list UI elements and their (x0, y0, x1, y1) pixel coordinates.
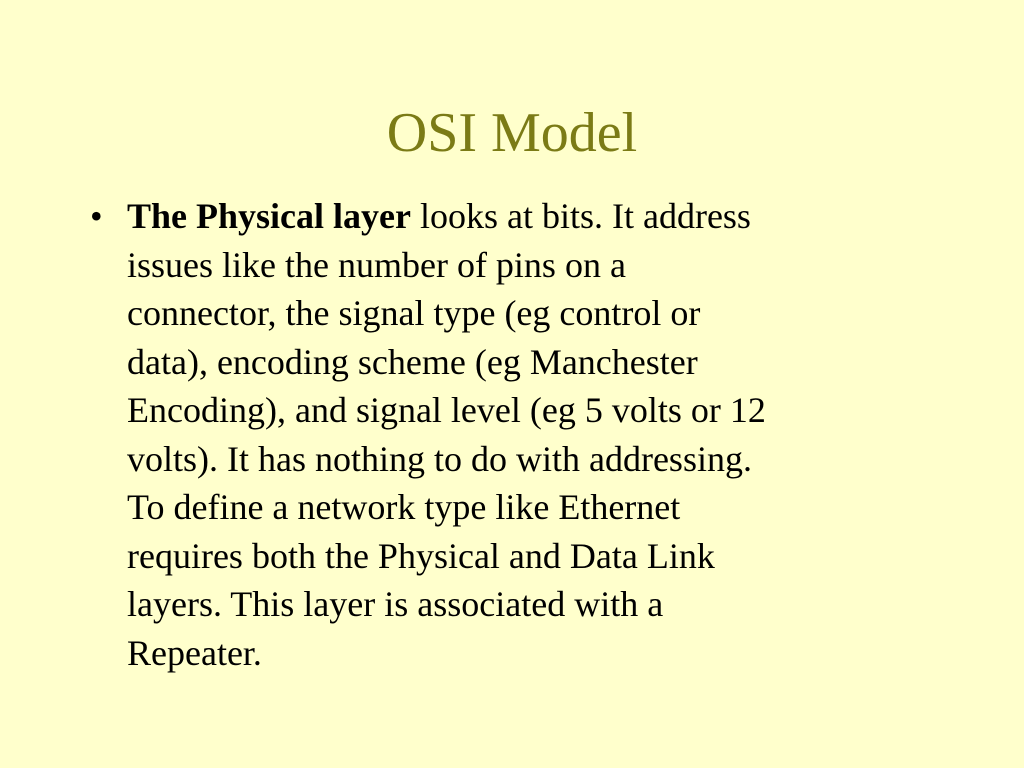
bullet-line: To define a network type like Ethernet (127, 487, 681, 527)
bullet-line-1-text: looks at bits. It address (410, 196, 751, 236)
bullet-item (90, 192, 950, 677)
bullet-line: requires both the Physical and Data Link (127, 535, 715, 576)
slide-title: OSI Model (386, 102, 638, 164)
bullet-line: layers. This layer is associated with a (127, 584, 664, 624)
bullet-line: issues like the number of pins on a (127, 244, 626, 285)
bullet-line: data), encoding scheme (eg Manchester (127, 341, 698, 382)
bullet-bold-lead: The Physical layer (127, 196, 411, 236)
bullet-line: Encoding), and signal level (eg 5 volts or 12 (127, 390, 766, 430)
bullet-line: connector, the signal type (eg control or (127, 293, 701, 333)
bullet-line-1 (127, 192, 950, 241)
bullet-marker: • (90, 196, 103, 236)
bullet-list (90, 192, 950, 677)
bullet-line: volts). It has nothing to do with addressing. (127, 438, 752, 479)
bullet-line: Repeater. (127, 632, 262, 673)
